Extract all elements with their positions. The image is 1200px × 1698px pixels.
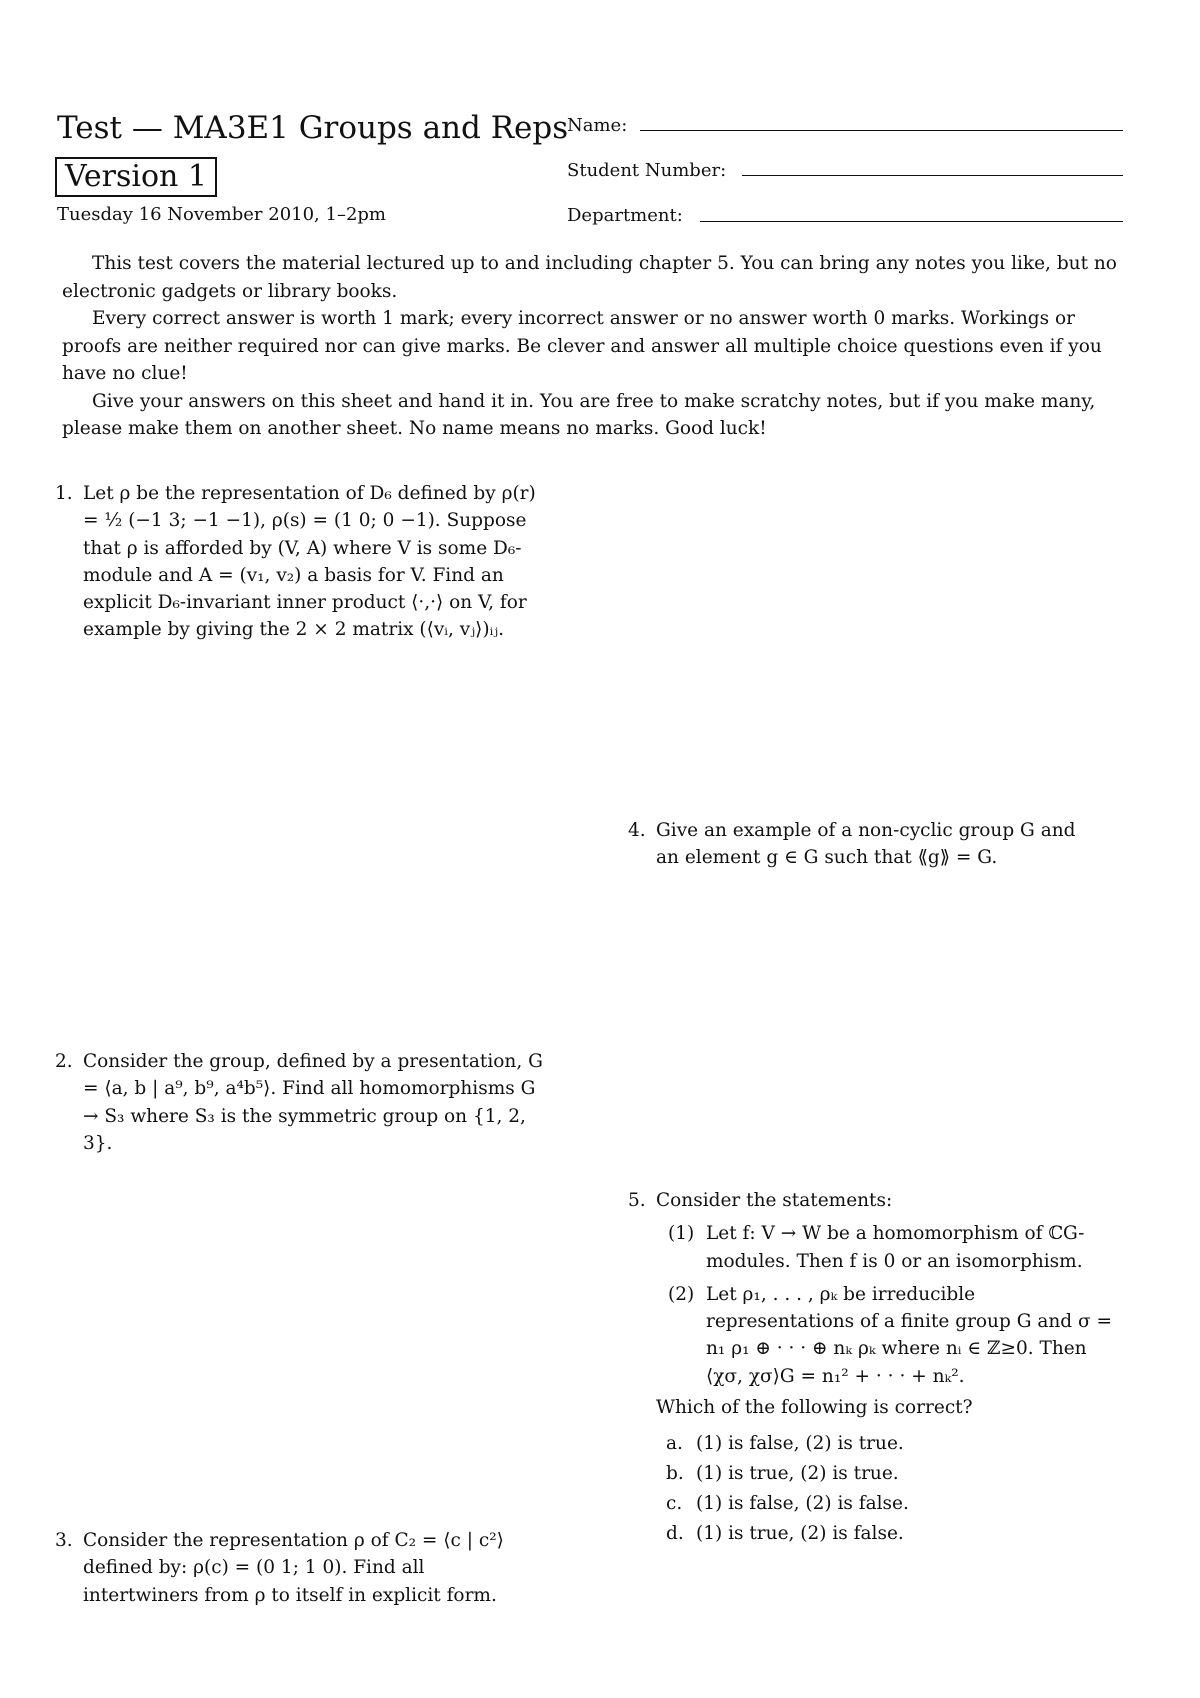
name-label: Name: [567, 115, 628, 136]
question-3 [55, 1527, 545, 1609]
statement-text: Let ρ₁, . . . , ρₖ be irreducible representations of a finite group G and σ = n₁ ρ₁ ⊕ · · · ⊕ nₖ ρₖ where nᵢ ∈ ℤ≥0. Then ⟨χσ, χσ⟩G = n₁² + · · · + nₖ². [706, 1283, 1113, 1387]
instructions [62, 250, 1122, 443]
option-label: d. [666, 1523, 684, 1545]
statement-number: (2) [668, 1283, 695, 1305]
question-4 [628, 817, 1098, 872]
instructions-paragraph: This test covers the material lectured up to and including chapter 5. You can bring any notes you like, but no electronic gadgets or library books. [62, 253, 1117, 302]
page-title: Test — MA3E1 Groups and Reps [57, 110, 569, 146]
question-intro: Consider the statements: [656, 1190, 893, 1211]
statement-text: Let f: V → W be a homomorphism of ℂG-modules. Then f is 0 or an isomorphism. [706, 1223, 1085, 1272]
question-text: Let ρ be the representation of D₆ defined by ρ(r) = ½ (−1 3; −1 −1), ρ(s) = (1 0; 0 −1). Suppose that ρ is afforded by (V, A) where V is some D₆-module and A = (v₁, v₂) a basis for V. Find an explicit D₆-invariant inner product ⟨·,·⟩ on V, for example by giving the 2 × 2 matrix (⟨vᵢ, vⱼ⟩)ᵢⱼ. [83, 483, 536, 641]
department-field[interactable] [700, 221, 1123, 222]
answer-option-d[interactable] [666, 1519, 1123, 1549]
answer-option-b[interactable] [666, 1459, 1123, 1489]
name-field[interactable] [640, 130, 1123, 131]
question-5 [628, 1187, 1123, 1549]
answer-option-c[interactable] [666, 1489, 1123, 1519]
department-label: Department: [567, 205, 683, 226]
student-number-label: Student Number: [567, 160, 727, 181]
option-text: (1) is false, (2) is true. [696, 1433, 904, 1455]
option-label: c. [666, 1493, 683, 1515]
test-date: Tuesday 16 November 2010, 1–2pm [57, 204, 386, 225]
instructions-paragraph: Give your answers on this sheet and hand it in. You are free to make scratchy notes, but if you make many, please make them on another sheet. No name means no marks. Good luck! [62, 390, 1096, 439]
statement-2 [668, 1281, 1123, 1390]
question-number: 3. [55, 1530, 73, 1551]
question-number: 2. [55, 1051, 73, 1072]
statement-1 [668, 1220, 1123, 1275]
question-number: 5. [628, 1190, 646, 1211]
option-text: (1) is false, (2) is false. [696, 1493, 909, 1515]
question-text: Give an example of a non-cyclic group G and an element g ∈ G such that ⟪g⟫ = G. [656, 820, 1076, 869]
question-1 [55, 480, 545, 644]
option-label: a. [666, 1433, 683, 1455]
question-2 [55, 1048, 545, 1157]
option-text: (1) is true, (2) is true. [696, 1463, 899, 1485]
question-prompt: Which of the following is correct? [656, 1397, 973, 1419]
answer-option-a[interactable] [666, 1429, 1123, 1459]
question-number: 4. [628, 820, 646, 841]
question-number: 1. [55, 483, 73, 504]
question-text: Consider the group, defined by a presentation, G = ⟨a, b | a⁹, b⁹, a⁴b⁵⟩. Find all homomorphisms G → S₃ where S₃ is the symmetric group on {1, 2, 3}. [83, 1051, 543, 1154]
answer-options [666, 1429, 1123, 1549]
version-label: Version 1 [55, 157, 217, 197]
instructions-paragraph: Every correct answer is worth 1 mark; every incorrect answer or no answer worth 0 marks. Workings or proofs are neither required nor can give marks. Be clever and answer all multiple choice questions even if you have no clue! [62, 308, 1102, 384]
question-text: Consider the representation ρ of C₂ = ⟨c | c²⟩ defined by: ρ(c) = (0 1; 1 0). Find all intertwiners from ρ to itself in explicit form. [83, 1530, 504, 1606]
statement-number: (1) [668, 1223, 695, 1245]
student-number-field[interactable] [742, 175, 1123, 176]
option-label: b. [666, 1463, 684, 1485]
option-text: (1) is true, (2) is false. [696, 1523, 904, 1545]
